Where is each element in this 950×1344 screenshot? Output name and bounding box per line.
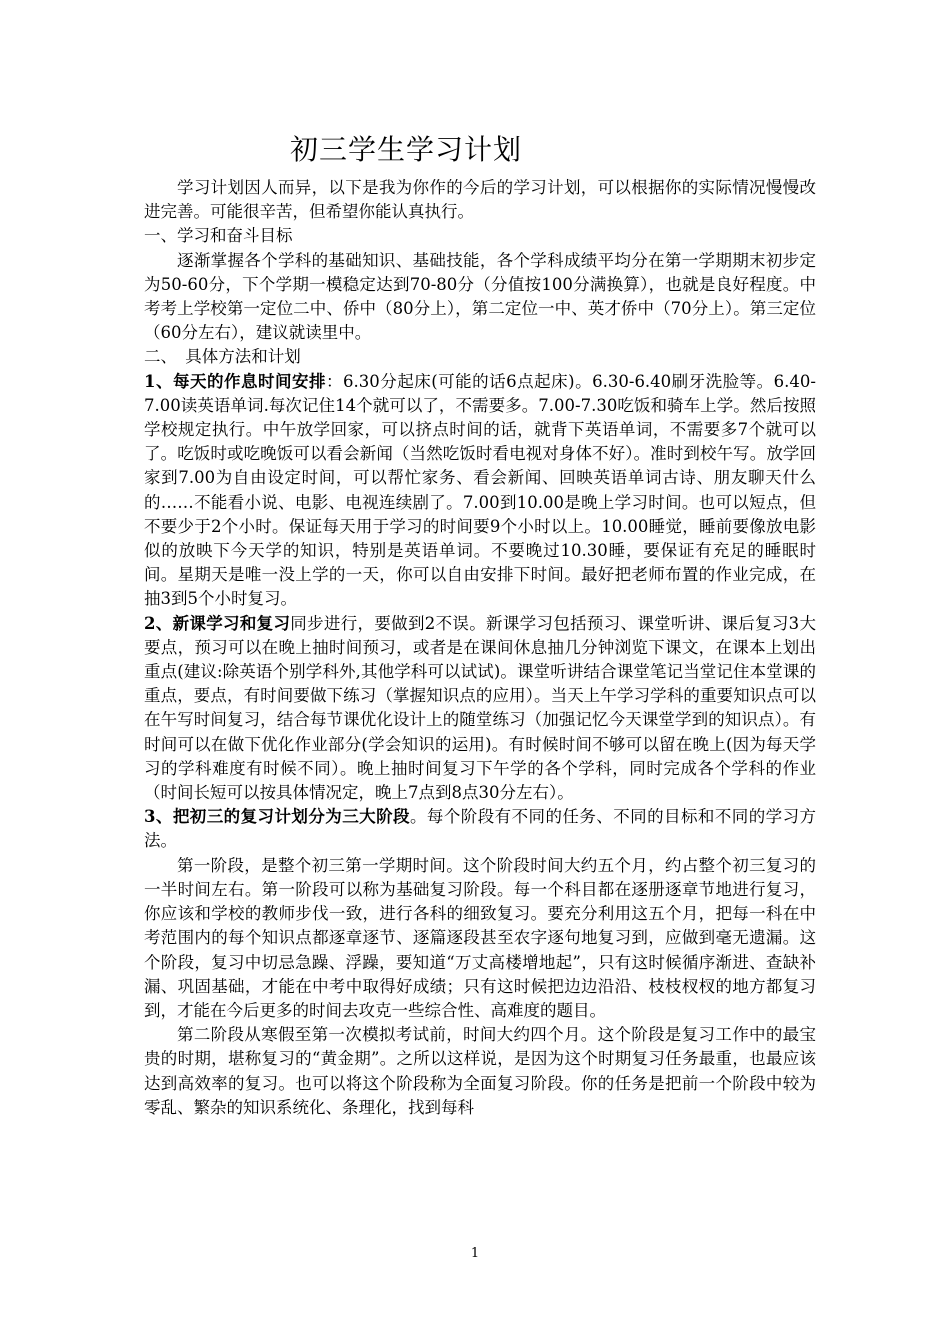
- item-2-text: 同步进行，要做到2不误。新课学习包括预习、课堂听讲、课后复习3大要点，预习可以在晚上抽时间预习，或者是在课间休息抽几分钟浏览下课文，在课本上划出重点(建议:除英语个别学科外,其他学科可以试试)。课堂听讲结合课堂笔记当堂记住本堂课的重点，要点，有时间要做下练习（掌握知识点的应用）。当天上午学习学科的重要知识点可以在午写时间复习，结合每节课优化设计上的随堂练习（加强记忆今天课堂学到的知识点）。有时间可以在做下优化作业部分(学会知识的运用)。有时候时间不够可以留在晚上(因为每天学习的学科难度有时候不同）。晚上抽时间复习下午学的各个学科，同时完成各个学科的作业（时间长短可以按具体情况定，晚上7点到8点30分左右）。: [144, 613, 816, 803]
- section-1-heading: 一、学习和奋斗目标: [144, 226, 293, 246]
- item-1-text: ：6.30分起床(可能的话6点起床)。6.30-6.40刷牙洗脸等。6.40-7.00读英语单词.每次记住14个就可以了，不需要多。7.00-7.30吃饭和骑车上学。然后按照学校规定执行。中午放学回家，可以挤点时间的话，就背下英语单词，不需要多7个就可以了。吃饭时或吃晚饭可以看会新闻（当然吃饭时看电视对身体不好）。准时到校午写。放学回家到7.00为自由设定时间，可以帮忙家务、看会新闻、回映英语单词古诗、朋友聊天什么的……不能看小说、电影、电视连续剧了。7.00到10.00是晚上学习时间。也可以短点，但不要少于2个小时。保证每天用于学习的时间要9个小时以上。10.00睡觉，睡前要像放电影似的放映下今天学的知识，特别是英语单词。不要晚过10.30睡，要保证有充足的睡眠时间。星期天是唯一没上学的一天，你可以自由安排下时间。最好把老师布置的作业完成，在抽3到5个小时复习。: [144, 371, 816, 609]
- section-1-paragraph: 逐渐掌握各个学科的基础知识、基础技能，各个学科成绩平均分在第一学期期末初步定为50-60分，下个学期一模稳定达到70-80分（分值按100分满换算），也就是良好程度。中考考上学校第一定位二中、侨中（80分上），第二定位一中、英才侨中（70分上）。第三定位（60分左右），建议就读里中。: [144, 250, 816, 343]
- item-2-label: 2、新课学习和复习: [144, 613, 291, 633]
- item-3-text: 。每个阶段有不同的任务、不同的目标和不同的学习方法。: [144, 807, 817, 851]
- item-1-paragraph: [144, 370, 816, 612]
- document-body: [144, 176, 816, 1120]
- item-3-label: 3、把初三的复习计划分为三大阶段: [144, 807, 410, 827]
- item-1-label: 1、每天的作息时间安排: [144, 371, 326, 391]
- section-2-heading: 二、 具体方法和计划: [144, 347, 301, 367]
- intro-paragraph: 学习计划因人而异，以下是我为你作的今后的学习计划，可以根据你的实际情况慢慢改进完善。可能很辛苦，但希望你能认真执行。: [144, 178, 816, 222]
- item-3-paragraph: [144, 805, 816, 853]
- page-number: 1: [470, 1246, 480, 1261]
- stage-1-paragraph: 第一阶段，是整个初三第一学期时间。这个阶段时间大约五个月，约占整个初三复习的一半时间左右。第一阶段可以称为基础复习阶段。每一个科目都在逐册逐章节地进行复习，你应该和学校的教师步伐一致，进行各科的细致复习。要充分利用这五个月，把每一科在中考范围内的每个知识点都逐章逐节、逐篇逐段甚至农字逐句地复习到，应做到毫无遗漏。这个阶段，复习中切忌急躁、浮躁，要知道“万丈高楼增地起”，只有这时候循序渐进、查缺补漏、巩固基础，才能在中考中取得好成绩；只有这时候把边边沿沿、枝枝杈杈的地方都复习到，才能在今后更多的时间去攻克一些综合性、高难度的题目。: [144, 855, 816, 1020]
- stage-2-paragraph: 第二阶段从寒假至第一次模拟考试前，时间大约四个月。这个阶段是复习工作中的最宝贵的时期，堪称复习的“黄金期”。之所以这样说，是因为这个时期复习任务最重，也最应该达到高效率的复习。也可以将这个阶段称为全面复习阶段。你的任务是把前一个阶段中较为零乱、繁杂的知识系统化、条理化，找到每科: [144, 1025, 816, 1117]
- item-2-paragraph: [144, 612, 816, 806]
- page-title: 初三学生学习计划: [290, 133, 523, 166]
